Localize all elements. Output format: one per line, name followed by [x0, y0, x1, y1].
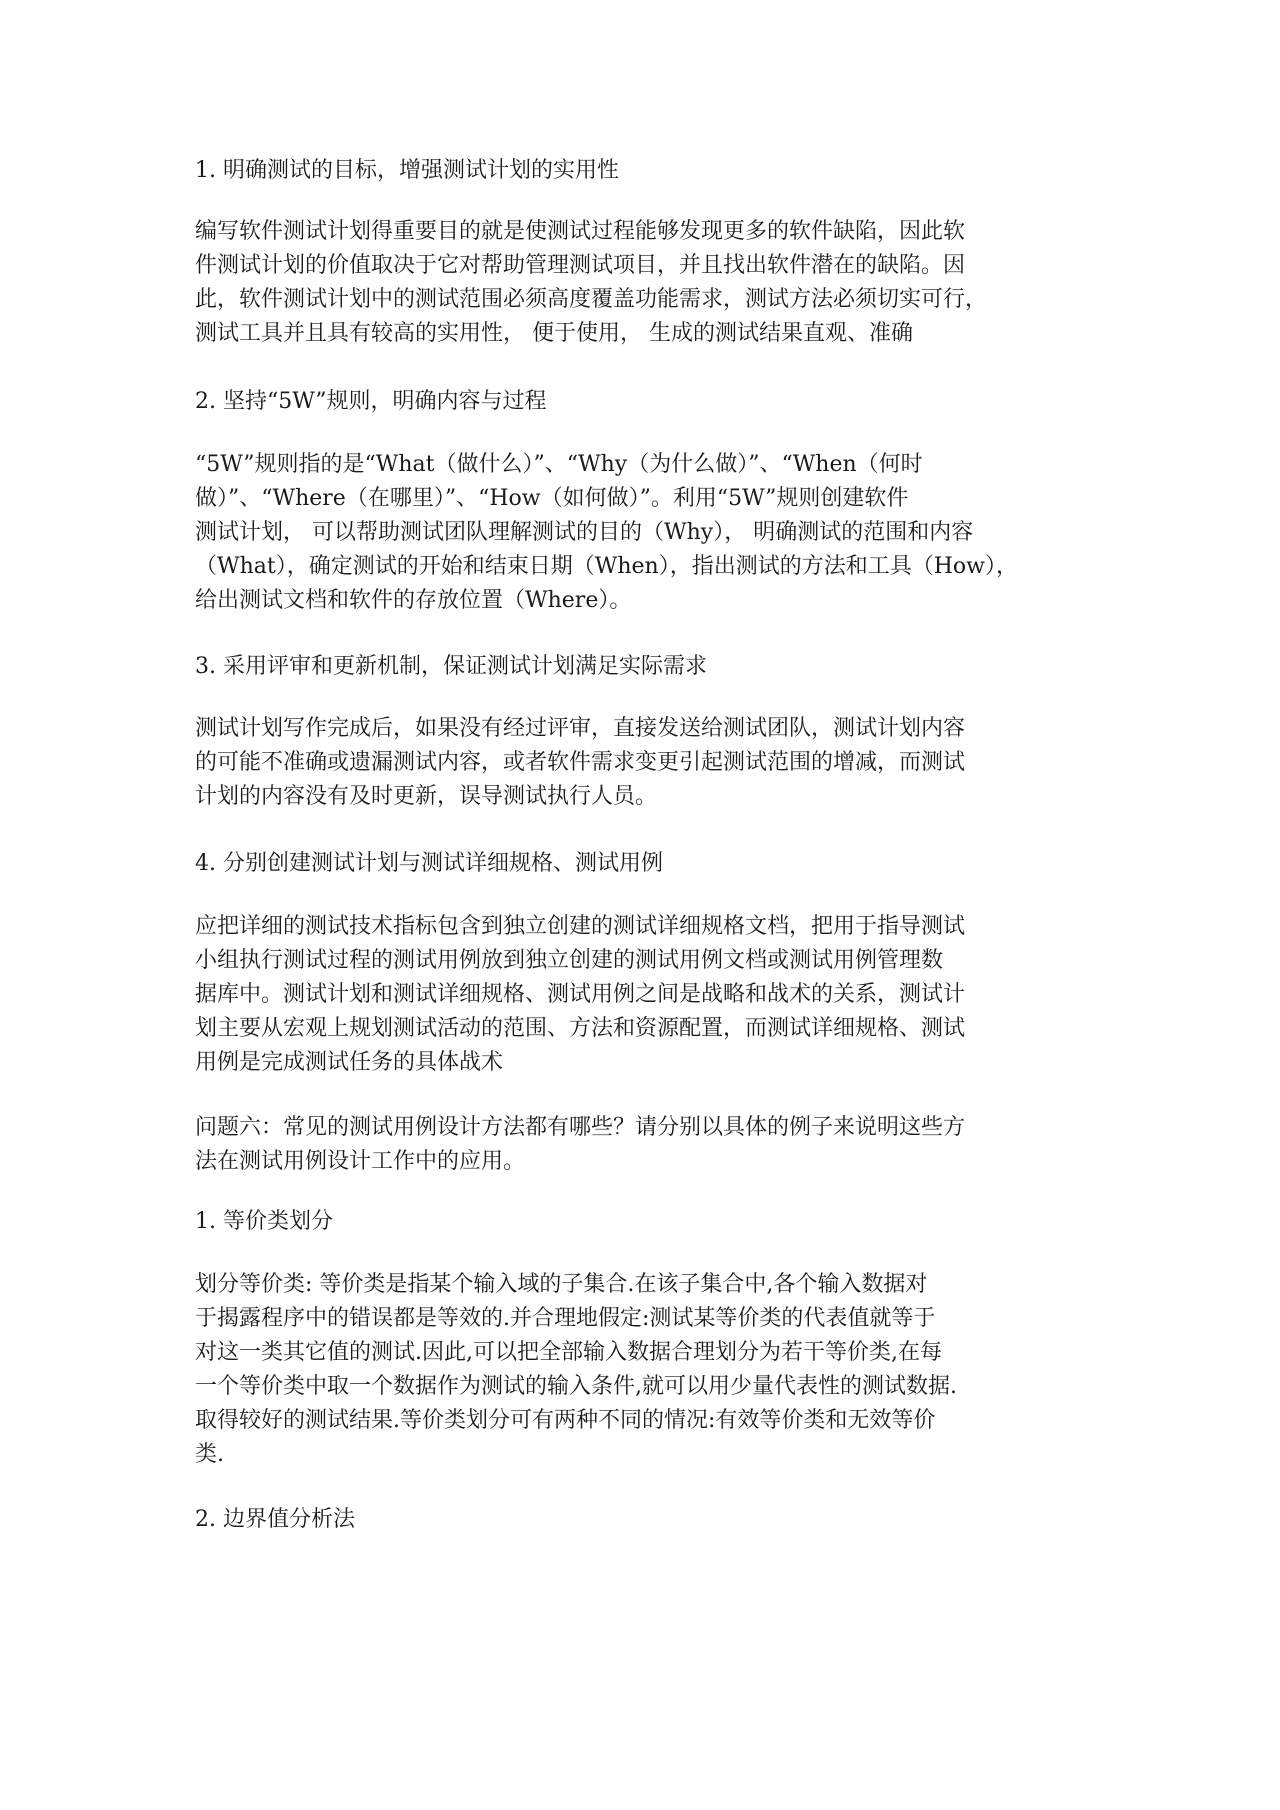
question-line: 法在测试用例设计工作中的应用。 — [195, 1149, 526, 1174]
paragraph-line: 划主要从宏观上规划测试活动的范围、方法和资源配置，而测试详细规格、测试 — [195, 1016, 966, 1041]
paragraph-line: 取得较好的测试结果.等价类划分可有两种不同的情况:有效等价类和无效等价 — [195, 1408, 936, 1433]
paragraph-line: 的可能不准确或遗漏测试内容，或者软件需求变更引起测试范围的增减，而测试 — [195, 750, 966, 775]
paragraph-line: 测试计划写作完成后，如果没有经过评审，直接发送给测试团队，测试计划内容 — [195, 716, 966, 741]
paragraph-line: 应把详细的测试技术指标包含到独立创建的测试详细规格文档，把用于指导测试 — [195, 914, 966, 939]
paragraph-line: 一个等价类中取一个数据作为测试的输入条件,就可以用少量代表性的测试数据. — [195, 1374, 957, 1399]
paragraph-line: 用例是完成测试任务的具体战术 — [195, 1050, 504, 1075]
method-paragraph-1 — [195, 1268, 1095, 1472]
paragraph-line: 类. — [195, 1442, 224, 1467]
paragraph-line: “5W”规则指的是“What（做什么）”、“Why（为什么做）”、“When（何时 — [195, 452, 923, 477]
section-paragraph-1 — [195, 215, 1095, 351]
paragraph-line: （What），确定测试的开始和结束日期（When），指出测试的方法和工具（How）， — [195, 554, 1018, 579]
paragraph-line: 测试工具并且具有较高的实用性， 便于使用， 生成的测试结果直观、准确 — [195, 321, 913, 346]
paragraph-line: 做）”、“Where（在哪里）”、“How（如何做）”。利用“5W”规则创建软件 — [195, 486, 909, 511]
paragraph-line: 于揭露程序中的错误都是等效的.并合理地假定:测试某等价类的代表值就等于 — [195, 1306, 936, 1331]
paragraph-line: 编写软件测试计划得重要目的就是使测试过程能够发现更多的软件缺陷，因此软 — [195, 219, 966, 244]
method-heading-1: 1. 等价类划分 — [195, 1209, 333, 1234]
paragraph-line: 给出测试文档和软件的存放位置（Where）。 — [195, 588, 632, 613]
question-six — [195, 1111, 1095, 1179]
paragraph-line: 件测试计划的价值取决于它对帮助管理测试项目，并且找出软件潜在的缺陷。因 — [195, 253, 966, 278]
section-paragraph-3 — [195, 712, 1095, 814]
paragraph-line: 此，软件测试计划中的测试范围必须高度覆盖功能需求，测试方法必须切实可行， — [195, 287, 988, 312]
question-line: 问题六：常见的测试用例设计方法都有哪些？请分别以具体的例子来说明这些方 — [195, 1115, 966, 1140]
section-heading-2: 2. 坚持“5W”规则，明确内容与过程 — [195, 389, 547, 414]
paragraph-line: 小组执行测试过程的测试用例放到独立创建的测试用例文档或测试用例管理数 — [195, 948, 944, 973]
section-paragraph-2 — [195, 448, 1095, 618]
paragraph-line: 划分等价类: 等价类是指某个输入域的子集合.在该子集合中,各个输入数据对 — [195, 1272, 928, 1297]
paragraph-line: 计划的内容没有及时更新，误导测试执行人员。 — [195, 784, 658, 809]
paragraph-line: 测试计划， 可以帮助测试团队理解测试的目的（Why）， 明确测试的范围和内容 — [195, 520, 974, 545]
section-heading-4: 4. 分别创建测试计划与测试详细规格、测试用例 — [195, 851, 663, 876]
section-heading-3: 3. 采用评审和更新机制，保证测试计划满足实际需求 — [195, 654, 707, 679]
paragraph-line: 对这一类其它值的测试.因此,可以把全部输入数据合理划分为若干等价类,在每 — [195, 1340, 942, 1365]
method-heading-2: 2. 边界值分析法 — [195, 1507, 355, 1532]
section-heading-1: 1. 明确测试的目标，增强测试计划的实用性 — [195, 158, 619, 183]
paragraph-line: 据库中。测试计划和测试详细规格、测试用例之间是战略和战术的关系，测试计 — [195, 982, 966, 1007]
section-paragraph-4 — [195, 910, 1095, 1080]
